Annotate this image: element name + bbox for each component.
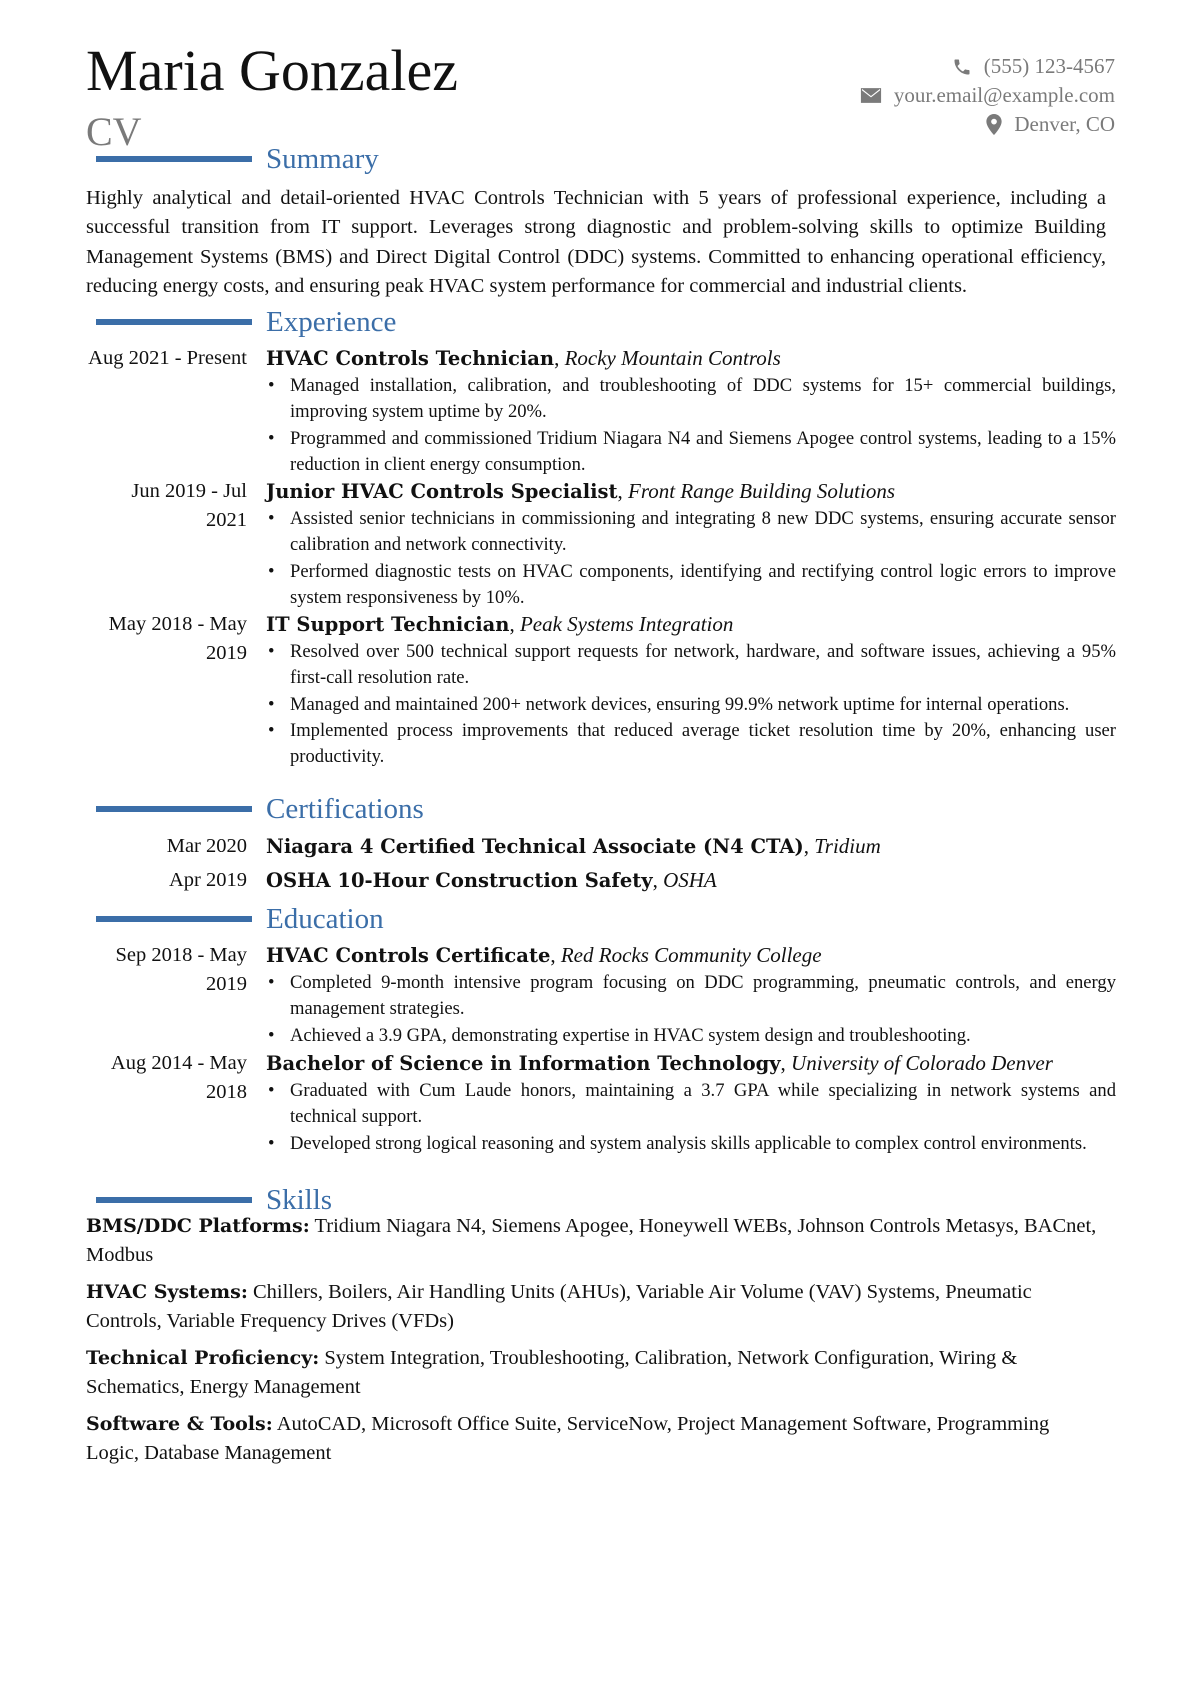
- skill-text: Tridium Niagara N4, Siemens Apogee, Honeywell WEBs, Johnson Controls Metasys, BACnet, Modbus: [86, 1215, 1097, 1266]
- entry-title: Niagara 4 Certified Technical Associate (N4 CTA): [266, 835, 804, 858]
- entry-headline: OSHA 10-Hour Construction Safety, OSHA: [266, 868, 717, 892]
- section-certifications-heading: [96, 791, 1116, 827]
- summary-text: Highly analytical and detail-oriented HVAC Controls Technician with 5 years of professional experience, including a successful transition from IT support. Leverages strong diagnostic and problem-solving skills to optimize Building Management Systems (BMS) and Direct Digital Control (DDC) systems. Committed to enhancing operational efficiency, reducing energy costs, and ensuring peak HVAC system performance for commercial and industrial clients.: [86, 187, 1106, 298]
- bullet-item: • Developed strong logical reasoning and system analysis skills applicable to complex control environments.: [266, 1131, 1116, 1157]
- bullet-item: • Achieved a 3.9 GPA, demonstrating expertise in HVAC system design and troubleshooting.: [266, 1023, 1116, 1049]
- entry-date: Aug 2021 - Present: [88, 347, 247, 369]
- entry-date: May 2018 - May 2019: [108, 613, 247, 664]
- entry-date: Sep 2018 - May 2019: [115, 944, 247, 995]
- heading-bar: [96, 156, 252, 162]
- skill-text: System Integration, Troubleshooting, Calibration, Network Configuration, Wiring & Schematics, Energy Management: [86, 1347, 1018, 1398]
- entry-headline: Niagara 4 Certified Technical Associate (N4 CTA), Tridium: [266, 834, 881, 858]
- entry-org: Tridium: [814, 834, 881, 858]
- entry-org: Front Range Building Solutions: [628, 479, 896, 503]
- skill-row: [86, 1212, 1106, 1270]
- bullet-item: • Implemented process improvements that reduced average ticket resolution time by 20%, enhancing user productivity.: [266, 718, 1116, 771]
- document-subtitle: CV: [86, 109, 142, 154]
- section-title: Education: [266, 903, 384, 935]
- entry-headline: Bachelor of Science in Information Technology, University of Colorado Denver: [266, 1051, 1053, 1075]
- bullet-item: • Completed 9-month intensive program focusing on DDC programming, pneumatic controls, and energy management strategies.: [266, 970, 1116, 1023]
- entry-title: HVAC Controls Certificate: [266, 944, 551, 967]
- contact-block: [860, 52, 1115, 139]
- bullet-item: • Managed installation, calibration, and troubleshooting of DDC systems for 15+ commercial buildings, improving system uptime by 20%.: [266, 373, 1116, 426]
- skill-label: BMS/DDC Platforms:: [86, 1215, 310, 1237]
- skill-label: Software & Tools:: [86, 1413, 273, 1435]
- skill-label: Technical Proficiency:: [86, 1347, 320, 1369]
- skill-row: [86, 1278, 1106, 1336]
- skill-text: Chillers, Boilers, Air Handling Units (AHUs), Variable Air Volume (VAV) Systems, Pneumatic Controls, Variable Frequency Drives (VFDs): [86, 1281, 1032, 1332]
- bullet-item: • Graduated with Cum Laude honors, maintaining a 3.7 GPA while specializing in network systems and technical support.: [266, 1078, 1116, 1131]
- bullet-list: [266, 970, 1116, 1049]
- section-experience-heading: [96, 304, 1116, 340]
- envelope-icon: [860, 87, 882, 104]
- entry-title: IT Support Technician: [266, 613, 510, 636]
- bullet-list: [266, 639, 1116, 770]
- heading-bar: [96, 916, 252, 922]
- entry-title: Junior HVAC Controls Specialist: [266, 480, 618, 503]
- contact-email: [860, 81, 1115, 110]
- heading-bar: [96, 1197, 252, 1203]
- entry-date: Apr 2019: [168, 869, 247, 891]
- section-title: Certifications: [266, 793, 424, 825]
- section-title: Summary: [266, 143, 379, 175]
- contact-phone: [860, 52, 1115, 81]
- entry-date: Aug 2014 - May 2018: [110, 1052, 247, 1103]
- bullet-item: • Programmed and commissioned Tridium Niagara N4 and Siemens Apogee control systems, leading to a 15% reduction in client energy consumption.: [266, 426, 1116, 479]
- entry-org: Rocky Mountain Controls: [564, 346, 781, 370]
- skill-row: [86, 1344, 1106, 1402]
- bullet-item: • Resolved over 500 technical support requests for network, hardware, and software issues, achieving a 95% first-call resolution rate.: [266, 639, 1116, 692]
- entry-date: Jun 2019 - Jul 2021: [131, 480, 247, 531]
- entry-title: OSHA 10-Hour Construction Safety: [266, 869, 653, 892]
- entry-org: Red Rocks Community College: [560, 943, 822, 967]
- section-title: Skills: [266, 1184, 333, 1216]
- contact-location: [860, 110, 1115, 139]
- bullet-list: [266, 506, 1116, 611]
- entry-headline: HVAC Controls Technician, Rocky Mountain Controls: [266, 346, 781, 370]
- heading-bar: [96, 319, 252, 325]
- phone-number[interactable]: (555) 123-4567: [983, 54, 1115, 78]
- entry-date: Mar 2020: [166, 835, 247, 857]
- entry-headline: HVAC Controls Certificate, Red Rocks Community College: [266, 943, 822, 967]
- phone-icon: [952, 57, 972, 77]
- section-title: Experience: [266, 306, 397, 338]
- entry-org: University of Colorado Denver: [791, 1051, 1053, 1075]
- location-text: Denver, CO: [1014, 112, 1115, 136]
- skill-label: HVAC Systems:: [86, 1281, 248, 1303]
- bullet-item: • Performed diagnostic tests on HVAC components, identifying and rectifying control logic errors to improve system responsiveness by 10%.: [266, 559, 1116, 612]
- bullet-item: • Assisted senior technicians in commissioning and integrating 8 new DDC systems, ensuring accurate sensor calibration and network connectivity.: [266, 506, 1116, 559]
- bullet-list: [266, 373, 1116, 478]
- email-address[interactable]: your.email@example.com: [893, 83, 1115, 107]
- entry-org: OSHA: [663, 868, 717, 892]
- bullet-list: [266, 1078, 1116, 1157]
- entry-headline: IT Support Technician, Peak Systems Integration: [266, 612, 734, 636]
- section-education-heading: [96, 901, 1116, 937]
- heading-bar: [96, 806, 252, 812]
- skill-text: AutoCAD, Microsoft Office Suite, ServiceNow, Project Management Software, Programming Logic, Database Management: [86, 1413, 1050, 1464]
- section-summary-heading: [96, 141, 1116, 177]
- entry-title: HVAC Controls Technician: [266, 347, 555, 370]
- entry-headline: Junior HVAC Controls Specialist, Front Range Building Solutions: [266, 479, 896, 503]
- bullet-item: • Managed and maintained 200+ network devices, ensuring 99.9% network uptime for internal operations.: [266, 692, 1116, 718]
- candidate-name: Maria Gonzalez: [86, 38, 458, 103]
- skill-row: [86, 1410, 1106, 1468]
- map-marker-icon: [986, 114, 1002, 135]
- entry-org: Peak Systems Integration: [519, 612, 734, 636]
- entry-title: Bachelor of Science in Information Technology: [266, 1052, 781, 1075]
